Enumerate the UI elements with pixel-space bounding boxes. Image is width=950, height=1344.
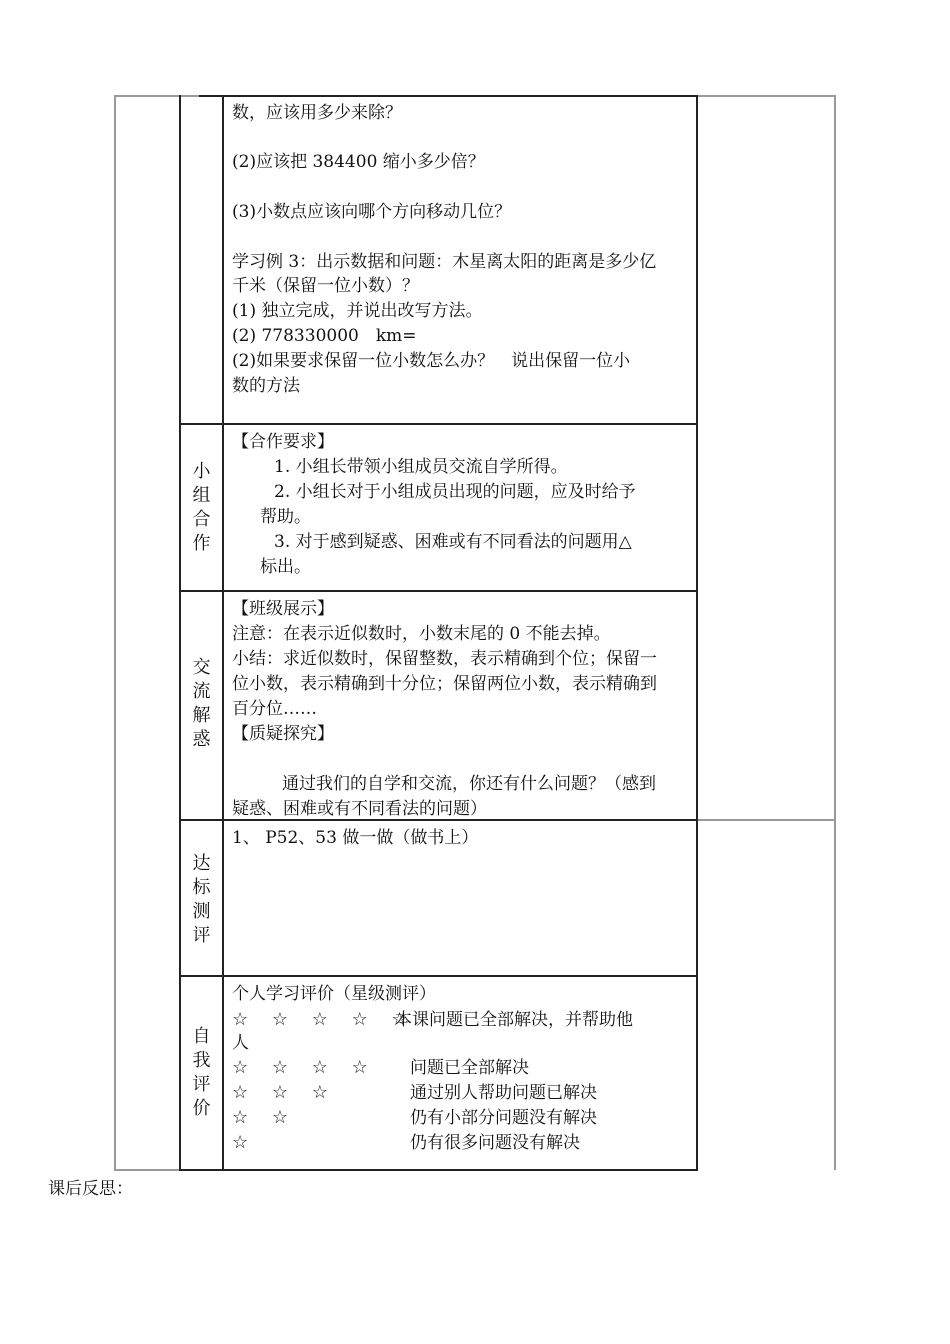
cooperation-item-3: 3. 对于感到疑惑、困难或有不同看法的问题用△	[274, 532, 632, 552]
cooperation-item-1: 1. 小组长带领小组成员交流自学所得。	[274, 457, 568, 477]
summary-line-3: 百分位……	[232, 699, 317, 719]
right-outer-border	[834, 95, 836, 1170]
label-char: 小	[192, 461, 211, 482]
rating-description: 问题已全部解决	[410, 1058, 529, 1078]
example-3-title-cont: 千米（保留一位小数）？	[232, 276, 419, 296]
row-separator-4	[179, 975, 698, 977]
text-line: 数，应该用多少来除？	[232, 103, 402, 123]
rating-description: 本课问题已全部解决，并帮助他	[395, 1010, 633, 1030]
label-char: 标	[192, 877, 211, 898]
row-separator-1	[179, 423, 698, 425]
question-2: (2)应该把 384400 缩小多少倍？	[232, 152, 485, 172]
label-char: 组	[192, 485, 211, 506]
right-col-separator	[698, 819, 836, 821]
row-label-self-evaluation	[180, 1025, 223, 1121]
step-2: (2) 778330000 km=	[232, 326, 417, 346]
self-evaluation-title: 个人学习评价（星级测评）	[232, 984, 436, 1004]
row-label-exchange	[180, 656, 223, 752]
step-2b: (2)如果要求保留一位小数怎么办？ 说出保留一位小	[232, 351, 631, 371]
question-3: (3)小数点应该向哪个方向移动几位？	[232, 202, 512, 222]
row-label-group-cooperation	[180, 460, 223, 556]
step-2b-cont: 数的方法	[232, 376, 300, 396]
star-icon: ☆ ☆ ☆ ☆	[232, 1057, 377, 1078]
label-char: 合	[192, 509, 211, 530]
cooperation-item-2-cont: 帮助。	[260, 507, 311, 527]
label-char: 我	[192, 1050, 211, 1071]
label-char: 自	[192, 1026, 211, 1047]
content-col-right-border	[696, 95, 698, 1171]
star-icon: ☆	[232, 1132, 258, 1153]
star-icon: ☆ ☆	[232, 1107, 297, 1128]
cooperation-item-3-cont: 标出。	[260, 557, 311, 577]
row-label-assessment	[180, 852, 223, 948]
post-class-reflection-label: 课后反思：	[48, 1179, 133, 1199]
bottom-border-left	[114, 1169, 180, 1171]
label-col-left-border	[179, 95, 181, 1171]
star-rating-row	[232, 1056, 529, 1080]
rating-description: 仍有小部分问题没有解决	[410, 1108, 597, 1128]
star-rating-row	[232, 1106, 597, 1130]
star-rating-row	[232, 1008, 633, 1032]
star-rating-row	[232, 1081, 597, 1105]
top-border-main	[199, 95, 698, 97]
top-border-right	[698, 95, 836, 97]
step-1: (1) 独立完成，并说出改写方法。	[232, 301, 483, 321]
label-char: 达	[192, 853, 211, 874]
class-show-heading: 【班级展示】	[232, 599, 334, 619]
label-char: 惑	[192, 729, 211, 750]
label-char: 测	[192, 901, 211, 922]
label-char: 评	[192, 925, 211, 946]
inquiry-question-cont: 疑惑、困难或有不同看法的问题）	[232, 799, 487, 819]
label-char: 价	[192, 1098, 211, 1119]
label-char: 作	[192, 533, 211, 554]
row-separator-2	[179, 590, 698, 592]
inquiry-question: 通过我们的自学和交流，你还有什么问题？（感到	[282, 774, 656, 794]
label-char: 解	[192, 705, 211, 726]
label-col-right-border	[222, 95, 224, 1171]
summary-line-1: 小结：求近似数时，保留整数，表示精确到个位；保留一	[232, 649, 657, 669]
label-char: 交	[192, 657, 211, 678]
example-3-title: 学习例 3：出示数据和问题：木星离太阳的距离是多少亿	[232, 252, 657, 272]
cooperation-item-2: 2. 小组长对于小组成员出现的问题，应及时给予	[274, 482, 636, 502]
note-text: 注意：在表示近似数时，小数末尾的 0 不能去掉。	[232, 624, 611, 644]
summary-line-2: 位小数，表示精确到十分位；保留两位小数，表示精确到	[232, 674, 657, 694]
assessment-task: 1、 P52、53 做一做（做书上）	[232, 828, 479, 848]
cooperation-heading: 【合作要求】	[232, 432, 334, 452]
star-icon: ☆ ☆ ☆ ☆ ☆	[232, 1009, 417, 1030]
top-border-left	[114, 95, 199, 97]
inquiry-heading: 【质疑探究】	[232, 724, 334, 744]
bottom-border-main	[179, 1169, 698, 1171]
rating-description: 通过别人帮助问题已解决	[410, 1083, 597, 1103]
left-outer-border	[114, 95, 116, 1171]
label-char: 流	[192, 681, 211, 702]
star-rating-row	[232, 1131, 580, 1155]
label-char: 评	[192, 1074, 211, 1095]
rating-description: 仍有很多问题没有解决	[410, 1133, 580, 1153]
rating-description-cont: 人	[232, 1033, 249, 1053]
star-icon: ☆ ☆ ☆	[232, 1082, 337, 1103]
